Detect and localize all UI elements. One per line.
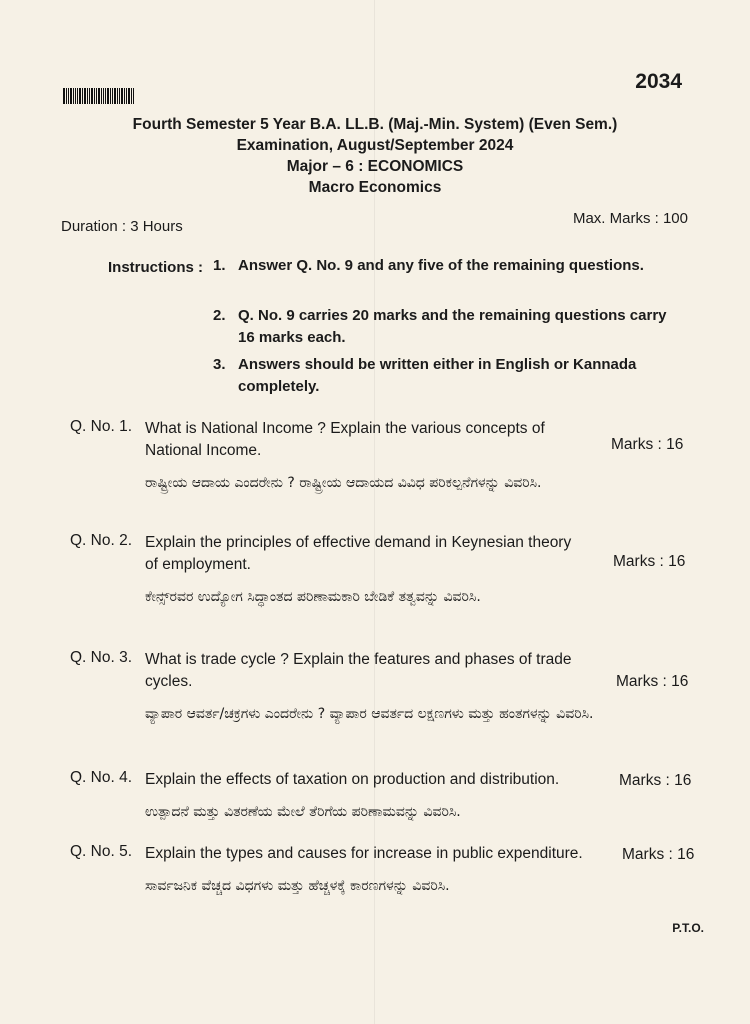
- question-number: Q. No. 5.: [70, 843, 133, 860]
- barcode-stripe: [103, 88, 104, 104]
- question-block: [70, 532, 710, 610]
- question-block: [70, 418, 710, 496]
- barcode-stripe: [79, 88, 81, 104]
- instructions-label: Instructions :: [108, 259, 204, 276]
- question-marks: Marks : 16: [622, 846, 695, 863]
- barcode-stripe: [75, 88, 76, 104]
- barcode-stripe: [63, 88, 65, 104]
- question-block: [70, 843, 710, 899]
- question-text: What is National Income ? Explain the various concepts of National Income.: [145, 420, 545, 459]
- question-marks: Marks : 16: [611, 436, 684, 453]
- question-number: Q. No. 4.: [70, 769, 133, 786]
- barcode-stripe: [131, 88, 132, 104]
- header-line-3: Major – 6 : ECONOMICS: [286, 158, 464, 175]
- barcode-stripe: [126, 88, 127, 104]
- barcode: [63, 88, 147, 104]
- instruction-number: 1.: [213, 257, 226, 274]
- barcode-stripe: [73, 88, 74, 104]
- barcode-stripe: [94, 88, 95, 104]
- question-text-kannada: ಕೇನ್ಸ್‌ರವರ ಉದ್ಯೋಗ ಸಿದ್ಧಾಂತದ ಪರಿಣಾಮಕಾರಿ ಬೇಡಿಕೆ ತತ್ವವನ್ನು ವಿವರಿಸಿ.: [145, 589, 481, 605]
- barcode-stripe: [66, 88, 67, 104]
- question-text: Explain the types and causes for increase in public expenditure.: [145, 845, 583, 862]
- question-number: Q. No. 2.: [70, 532, 133, 549]
- please-turn-over: P.T.O.: [672, 921, 704, 935]
- barcode-stripe: [96, 88, 97, 104]
- header-line-1: Fourth Semester 5 Year B.A. LL.B. (Maj.-Min. System) (Even Sem.): [132, 116, 618, 133]
- barcode-stripe: [68, 88, 69, 104]
- instruction-number: 2.: [213, 307, 226, 324]
- barcode-stripe: [87, 88, 88, 104]
- instruction-text: Q. No. 9 carries 20 marks and the remaining questions carry 16 marks each.: [238, 307, 667, 346]
- question-text: Explain the effects of taxation on production and distribution.: [145, 771, 560, 788]
- barcode-stripe: [70, 88, 72, 104]
- question-block: [70, 649, 710, 727]
- question-text-kannada: ಸಾರ್ವಜನಿಕ ವೆಚ್ಚದ ವಿಧಗಳು ಮತ್ತು ಹೆಚ್ಚಳಕ್ಕೆ ಕಾರಣಗಳನ್ನು ವಿವರಿಸಿ.: [145, 878, 450, 894]
- barcode-stripe: [101, 88, 102, 104]
- exam-header: [80, 114, 670, 198]
- instruction-number: 3.: [213, 356, 226, 373]
- question-marks: Marks : 16: [613, 553, 686, 570]
- barcode-stripe: [77, 88, 78, 104]
- barcode-stripe: [91, 88, 93, 104]
- barcode-stripe: [112, 88, 113, 104]
- instruction-item: [213, 305, 673, 349]
- question-text: What is trade cycle ? Explain the features and phases of trade cycles.: [145, 651, 572, 690]
- barcode-stripe: [124, 88, 125, 104]
- paper-code: 2034: [635, 70, 682, 93]
- duration: Duration : 3 Hours: [61, 218, 183, 235]
- barcode-stripe: [128, 88, 130, 104]
- barcode-stripe: [84, 88, 86, 104]
- barcode-stripe: [121, 88, 123, 104]
- question-text-kannada: ಉತ್ಪಾದನೆ ಮತ್ತು ವಿತರಣೆಯ ಮೇಲೆ ತೆರಿಗೆಯ ಪರಿಣಾಮವನ್ನು ವಿವರಿಸಿ.: [145, 804, 461, 820]
- header-line-2: Examination, August/September 2024: [236, 137, 514, 154]
- question-number: Q. No. 1.: [70, 418, 133, 435]
- barcode-stripe: [133, 88, 134, 104]
- max-marks: Max. Marks : 100: [572, 210, 688, 227]
- instruction-item: [213, 354, 673, 398]
- header-line-4: Macro Economics: [308, 179, 442, 196]
- barcode-stripe: [114, 88, 116, 104]
- question-text-kannada: ರಾಷ್ಟ್ರೀಯ ಆದಾಯ ಎಂದರೇನು ? ರಾಷ್ಟ್ರೀಯ ಆದಾಯದ ವಿವಿಧ ಪರಿಕಲ್ಪನೆಗಳನ್ನು ವಿವರಿಸಿ.: [145, 475, 542, 491]
- barcode-stripe: [105, 88, 106, 104]
- instruction-text: Answers should be written either in English or Kannada completely.: [238, 356, 637, 395]
- question-marks: Marks : 16: [616, 673, 689, 690]
- question-text-kannada: ವ್ಯಾಪಾರ ಆವರ್ತ/ಚಕ್ರಗಳು ಎಂದರೇನು ? ವ್ಯಾಪಾರ ಆವರ್ತದ ಲಕ್ಷಣಗಳು ಮತ್ತು ಹಂತಗಳನ್ನು ವಿವರಿಸಿ.: [145, 706, 594, 722]
- barcode-stripe: [110, 88, 111, 104]
- barcode-stripe: [119, 88, 120, 104]
- barcode-stripe: [107, 88, 109, 104]
- barcode-stripe: [98, 88, 100, 104]
- barcode-stripe: [117, 88, 118, 104]
- question-block: [70, 769, 710, 825]
- instruction-item: [213, 255, 673, 277]
- question-number: Q. No. 3.: [70, 649, 133, 666]
- barcode-stripe: [82, 88, 83, 104]
- barcode-stripe: [89, 88, 90, 104]
- question-marks: Marks : 16: [619, 772, 692, 789]
- instruction-text: Answer Q. No. 9 and any five of the remaining questions.: [238, 257, 644, 274]
- question-text: Explain the principles of effective demand in Keynesian theory of employment.: [145, 534, 572, 573]
